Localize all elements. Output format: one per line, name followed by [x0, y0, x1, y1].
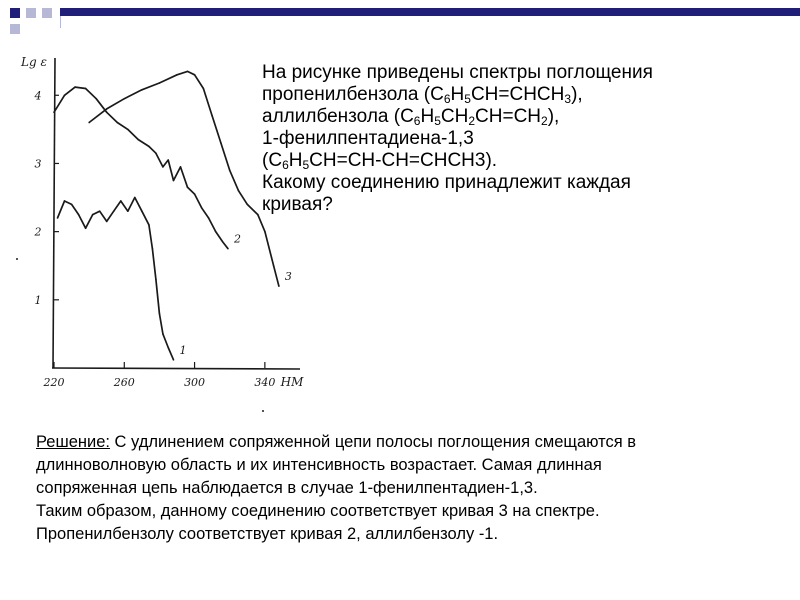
curve-3-point	[264, 231, 266, 233]
curve-2-point	[74, 86, 76, 88]
curve-1-point	[148, 224, 150, 226]
curve-2-point	[215, 231, 217, 233]
curve-1-point	[99, 210, 101, 212]
curve-2-point	[167, 159, 169, 161]
curve-3-point	[246, 204, 248, 206]
curve-1-point	[141, 210, 143, 212]
curve-1-point	[71, 204, 73, 206]
curve-3-point	[194, 74, 196, 76]
question-line-6: Какому соединению принадлежит каждая	[262, 172, 631, 193]
solution-line-5: Пропенилбензолу соответствует кривая 2, аллилбензолу -1.	[36, 525, 499, 543]
y-tick-label-2: 2	[34, 225, 42, 239]
curve-3-point	[238, 190, 240, 192]
curve-2-point	[162, 166, 164, 168]
curve-2-point	[127, 129, 129, 131]
curve-2-point	[208, 217, 210, 219]
curve-3-point	[159, 82, 161, 84]
curve-3-point	[229, 169, 231, 171]
question-text	[262, 62, 782, 216]
question-line-7: кривая?	[262, 194, 333, 215]
curve-1-point	[152, 248, 154, 250]
curve-3-point	[220, 142, 222, 144]
curve-2-point	[85, 88, 87, 90]
solution-label: Решение:	[36, 433, 110, 451]
solution-line-2: длинноволновую область и их интенсивность возрастает. Самая длинная	[36, 456, 602, 474]
curve-3-point	[141, 89, 143, 91]
curve-3-point	[187, 71, 189, 73]
curve-2-point	[64, 94, 66, 96]
curve-2-point	[116, 122, 118, 124]
question-line-3: аллилбензола $(С_6Н_5СН_2СН=СН_2)$,	[262, 106, 560, 128]
curve-1-point	[162, 333, 164, 335]
y-tick-label-3: 3	[34, 157, 42, 171]
y-tick-label-4: 4	[34, 89, 42, 103]
curve-1-point	[106, 221, 108, 223]
curve-label-2: 2	[233, 232, 241, 246]
curve-3-point	[278, 285, 280, 287]
curve-1-point	[167, 347, 169, 349]
solution-line-4: Таким образом, данному соединению соответствует кривая 3 на спектре.	[36, 502, 600, 520]
y-axis-line	[53, 58, 55, 368]
curve-1-point	[127, 210, 129, 212]
curve-3-point	[257, 214, 259, 216]
curve-3-point	[88, 122, 90, 124]
curve-3-point	[273, 265, 275, 267]
curve-1-point	[64, 200, 66, 202]
curve-2-point	[95, 98, 97, 100]
curve-3-point	[176, 74, 178, 76]
curve-label-1: 1	[179, 343, 187, 357]
curve-2-point	[201, 207, 203, 209]
scan-dot	[262, 410, 264, 412]
question-line-2: пропенилбензола $(С_6Н_5СН=СНСН_3)$,	[262, 84, 583, 106]
solution-text	[36, 431, 776, 546]
curve-2-point	[227, 248, 229, 250]
curve-1-point	[92, 214, 94, 216]
question-line-5: $(С_6Н_5СН=СН-СН=СНСН3)$.	[262, 150, 498, 172]
curve-1-point	[113, 210, 115, 212]
x-tick-label-220: 220	[43, 376, 65, 389]
curve-3-point	[203, 88, 205, 90]
curve-1-point	[85, 227, 87, 229]
question-line-1: На рисунке приведены спектры поглощения	[262, 62, 653, 83]
curve-1-point	[120, 200, 122, 202]
curve-2	[54, 87, 228, 249]
curve-1-point	[173, 359, 175, 361]
x-axis-line	[52, 368, 300, 369]
y-tick-label-1: 1	[34, 293, 42, 307]
curve-1-point	[78, 214, 80, 216]
curve-2-point	[155, 152, 157, 154]
solution-line-1: Решение: С удлинением сопряженной цепи полосы поглощения смещаются в	[36, 433, 637, 451]
question-line-4: 1-фенилпентадиена-1,3	[262, 128, 474, 149]
curve-3-point	[123, 98, 125, 100]
curve-1-point	[155, 279, 157, 281]
x-axis-label: НМ	[280, 375, 304, 389]
curve-3-point	[211, 115, 213, 117]
curve-2-point	[53, 112, 55, 114]
curve-2-point	[187, 187, 189, 189]
curve-label-3: 3	[284, 270, 292, 284]
solution-line-3: сопряженная цепь наблюдается в случае 1-фенилпентадиен-1,3.	[36, 479, 538, 497]
x-tick-label-340: 340	[254, 376, 276, 389]
curve-1-point	[57, 217, 59, 219]
curve-2-point	[222, 241, 224, 243]
scan-dot	[16, 258, 18, 260]
curve-2-point	[194, 193, 196, 195]
curve-1-point	[159, 313, 161, 315]
chart-curves	[53, 71, 280, 361]
curve-2-point	[138, 139, 140, 141]
x-tick-label-260: 260	[113, 376, 135, 389]
curve-1-point	[134, 197, 136, 199]
curve-2-point	[173, 180, 175, 182]
curve-2-point	[106, 112, 108, 114]
y-axis-label: Lg ε	[21, 55, 47, 69]
curve-2-point	[148, 146, 150, 148]
x-tick-label-300: 300	[184, 376, 206, 389]
curve-2-point	[180, 166, 182, 168]
curve-3-point	[106, 108, 108, 110]
